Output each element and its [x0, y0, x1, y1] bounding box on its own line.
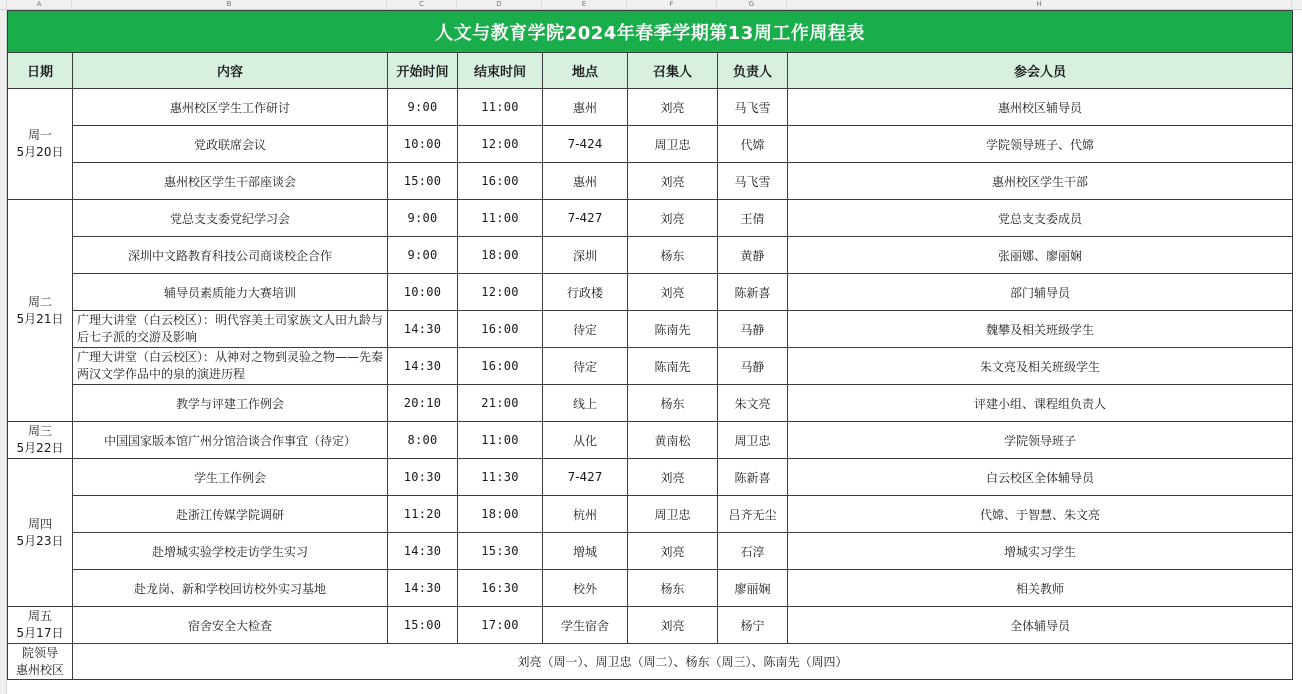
- sheet-title[interactable]: 人文与教育学院2024年春季学期第13周工作周程表: [8, 11, 1293, 53]
- header-row: [8, 53, 1293, 89]
- schedule-table: [7, 10, 1293, 680]
- header-attendees[interactable]: 参会人员: [788, 53, 1293, 89]
- owner-cell[interactable]: 石淳: [718, 533, 788, 570]
- attendees-cell[interactable]: 评建小组、课程组负责人: [788, 385, 1293, 422]
- place-cell[interactable]: 杭州: [543, 496, 628, 533]
- date-label: 5月23日: [16, 533, 64, 548]
- day-cell[interactable]: [8, 89, 73, 200]
- schedule-row: [8, 422, 1293, 459]
- column-letter[interactable]: B: [72, 0, 387, 9]
- attendees-cell[interactable]: 相关教师: [788, 570, 1293, 607]
- header-owner[interactable]: 负责人: [718, 53, 788, 89]
- owner-cell[interactable]: 王倩: [718, 200, 788, 237]
- attendees-cell[interactable]: 学院领导班子: [788, 422, 1293, 459]
- place-cell[interactable]: 线上: [543, 385, 628, 422]
- date-label: 5月21日: [16, 311, 64, 326]
- end-time-cell[interactable]: 17:00: [458, 607, 543, 644]
- header-content[interactable]: 内容: [73, 53, 388, 89]
- start-time-cell[interactable]: 9:00: [388, 237, 458, 274]
- end-time-cell[interactable]: 16:00: [458, 348, 543, 385]
- content-cell[interactable]: 广理大讲堂（白云校区）：从神对之物到灵验之物——先秦两汉文学作品中的泉的演进历程: [73, 348, 388, 385]
- day-cell[interactable]: [8, 459, 73, 607]
- end-time-cell[interactable]: 12:00: [458, 126, 543, 163]
- convener-cell[interactable]: 刘亮: [628, 533, 718, 570]
- leader-duty-cell[interactable]: 刘亮（周一）、周卫忠（周二）、杨东（周三）、陈南先（周四）: [73, 644, 1293, 680]
- schedule-row: [8, 496, 1293, 533]
- column-letter[interactable]: A: [7, 0, 72, 9]
- place-cell[interactable]: 从化: [543, 422, 628, 459]
- place-cell[interactable]: 7-427: [543, 459, 628, 496]
- convener-cell[interactable]: 刘亮: [628, 459, 718, 496]
- content-cell[interactable]: 赴增城实验学校走访学生实习: [73, 533, 388, 570]
- start-time-cell[interactable]: 8:00: [388, 422, 458, 459]
- weekday-label: 周一: [27, 128, 52, 142]
- column-letter[interactable]: F: [627, 0, 717, 9]
- start-time-cell[interactable]: 15:00: [388, 163, 458, 200]
- content-cell[interactable]: 宿舍安全大检查: [73, 607, 388, 644]
- schedule-row: [8, 200, 1293, 237]
- content-cell[interactable]: 教学与评建工作例会: [73, 385, 388, 422]
- attendees-cell[interactable]: 增城实习学生: [788, 533, 1293, 570]
- start-time-cell[interactable]: 11:20: [388, 496, 458, 533]
- schedule-row: [8, 459, 1293, 496]
- content-cell[interactable]: 中国国家版本馆广州分馆洽谈合作事宜（待定）: [73, 422, 388, 459]
- end-time-cell[interactable]: 11:30: [458, 459, 543, 496]
- place-cell[interactable]: 待定: [543, 311, 628, 348]
- end-time-cell[interactable]: 11:00: [458, 89, 543, 126]
- convener-cell[interactable]: 杨东: [628, 237, 718, 274]
- weekday-label: 周四: [27, 516, 52, 531]
- end-time-cell[interactable]: 11:00: [458, 422, 543, 459]
- schedule-row: [8, 274, 1293, 311]
- owner-cell[interactable]: 陈新喜: [718, 459, 788, 496]
- end-time-cell[interactable]: 21:00: [458, 385, 543, 422]
- weekday-label: 周三: [27, 424, 52, 438]
- end-time-cell[interactable]: 16:00: [458, 311, 543, 348]
- header-date[interactable]: 日期: [8, 53, 73, 89]
- place-cell[interactable]: 惠州: [543, 163, 628, 200]
- convener-cell[interactable]: 刘亮: [628, 274, 718, 311]
- column-letter[interactable]: E: [542, 0, 627, 9]
- owner-cell[interactable]: 马飞雪: [718, 89, 788, 126]
- attendees-cell[interactable]: 惠州校区学生干部: [788, 163, 1293, 200]
- attendees-cell[interactable]: 惠州校区辅导员: [788, 89, 1293, 126]
- schedule-row: [8, 126, 1293, 163]
- end-time-cell[interactable]: 16:00: [458, 163, 543, 200]
- end-time-cell[interactable]: 12:00: [458, 274, 543, 311]
- schedule-row: [8, 237, 1293, 274]
- weekday-label: 周二: [27, 294, 52, 309]
- leader-duty-label-cell[interactable]: [8, 644, 73, 680]
- owner-cell[interactable]: 周卫忠: [718, 422, 788, 459]
- end-time-cell[interactable]: 11:00: [458, 200, 543, 237]
- owner-cell[interactable]: 代嫦: [718, 126, 788, 163]
- place-cell[interactable]: 增城: [543, 533, 628, 570]
- convener-cell[interactable]: 刘亮: [628, 163, 718, 200]
- row-header-strip: [0, 10, 7, 694]
- column-header-bar: [0, 0, 1302, 10]
- campus-label: 惠州校区: [15, 662, 64, 677]
- place-cell[interactable]: 待定: [543, 348, 628, 385]
- content-cell[interactable]: 党政联席会议: [73, 126, 388, 163]
- convener-cell[interactable]: 刘亮: [628, 607, 718, 644]
- column-letter[interactable]: H: [787, 0, 1292, 9]
- owner-cell[interactable]: 马静: [718, 348, 788, 385]
- convener-cell[interactable]: 陈南先: [628, 348, 718, 385]
- header-convener[interactable]: 召集人: [628, 53, 718, 89]
- place-cell[interactable]: 行政楼: [543, 274, 628, 311]
- header-end-time[interactable]: 结束时间: [458, 53, 543, 89]
- place-cell[interactable]: 惠州: [543, 89, 628, 126]
- attendees-cell[interactable]: 白云校区全体辅导员: [788, 459, 1293, 496]
- start-time-cell[interactable]: 9:00: [388, 200, 458, 237]
- content-cell[interactable]: 惠州校区学生干部座谈会: [73, 163, 388, 200]
- schedule-row: [8, 570, 1293, 607]
- content-cell[interactable]: 赴浙江传媒学院调研: [73, 496, 388, 533]
- content-cell[interactable]: 深圳中文路教育科技公司商谈校企合作: [73, 237, 388, 274]
- date-label: 5月17日: [16, 626, 64, 640]
- attendees-cell[interactable]: 魏攀及相关班级学生: [788, 311, 1293, 348]
- attendees-cell[interactable]: 学院领导班子、代嫦: [788, 126, 1293, 163]
- schedule-row: [8, 311, 1293, 348]
- place-cell[interactable]: 7-427: [543, 200, 628, 237]
- column-letter[interactable]: C: [387, 0, 457, 9]
- convener-cell[interactable]: 周卫忠: [628, 126, 718, 163]
- owner-cell[interactable]: 廖丽娴: [718, 570, 788, 607]
- attendees-cell[interactable]: 代嫦、于智慧、朱文亮: [788, 496, 1293, 533]
- owner-cell[interactable]: 黄静: [718, 237, 788, 274]
- start-time-cell[interactable]: 10:30: [388, 459, 458, 496]
- owner-cell[interactable]: 吕齐无尘: [718, 496, 788, 533]
- content-cell[interactable]: 辅导员素质能力大赛培训: [73, 274, 388, 311]
- date-label: 5月22日: [16, 441, 64, 455]
- content-cell[interactable]: 惠州校区学生工作研讨: [73, 89, 388, 126]
- attendees-cell[interactable]: 朱文亮及相关班级学生: [788, 348, 1293, 385]
- schedule-row: [8, 385, 1293, 422]
- end-time-cell[interactable]: 18:00: [458, 237, 543, 274]
- schedule-row: [8, 89, 1293, 126]
- convener-cell[interactable]: 刘亮: [628, 89, 718, 126]
- header-place[interactable]: 地点: [543, 53, 628, 89]
- content-cell[interactable]: 党总支支委党纪学习会: [73, 200, 388, 237]
- attendees-cell[interactable]: 党总支支委成员: [788, 200, 1293, 237]
- start-time-cell[interactable]: 14:30: [388, 311, 458, 348]
- start-time-cell[interactable]: 14:30: [388, 570, 458, 607]
- weekday-label: 周五: [27, 609, 52, 623]
- day-cell[interactable]: [8, 607, 73, 644]
- schedule-row: [8, 607, 1293, 644]
- content-cell[interactable]: 广理大讲堂（白云校区）：明代容美土司家族文人田九龄与后七子派的交游及影响: [73, 311, 388, 348]
- attendees-cell[interactable]: 全体辅导员: [788, 607, 1293, 644]
- header-start-time[interactable]: 开始时间: [388, 53, 458, 89]
- schedule-row: [8, 533, 1293, 570]
- attendees-cell[interactable]: 部门辅导员: [788, 274, 1293, 311]
- start-time-cell[interactable]: 14:30: [388, 533, 458, 570]
- schedule-row: [8, 163, 1293, 200]
- convener-cell[interactable]: 陈南先: [628, 311, 718, 348]
- end-time-cell[interactable]: 16:30: [458, 570, 543, 607]
- convener-cell[interactable]: 杨东: [628, 570, 718, 607]
- schedule-row: [8, 348, 1293, 385]
- date-label: 5月20日: [16, 145, 64, 159]
- start-time-cell[interactable]: 20:10: [388, 385, 458, 422]
- start-time-cell[interactable]: 15:00: [388, 607, 458, 644]
- start-time-cell[interactable]: 10:00: [388, 274, 458, 311]
- owner-cell[interactable]: 马静: [718, 311, 788, 348]
- column-letter[interactable]: D: [457, 0, 542, 9]
- convener-cell[interactable]: 刘亮: [628, 200, 718, 237]
- owner-cell[interactable]: 杨宁: [718, 607, 788, 644]
- content-cell[interactable]: 赴龙岗、新和学校回访校外实习基地: [73, 570, 388, 607]
- end-time-cell[interactable]: 18:00: [458, 496, 543, 533]
- start-time-cell[interactable]: 10:00: [388, 126, 458, 163]
- convener-cell[interactable]: 黄南松: [628, 422, 718, 459]
- owner-cell[interactable]: 陈新喜: [718, 274, 788, 311]
- place-cell[interactable]: 深圳: [543, 237, 628, 274]
- end-time-cell[interactable]: 15:30: [458, 533, 543, 570]
- leader-label: 院领导: [21, 645, 58, 660]
- attendees-cell[interactable]: 张丽娜、廖丽娴: [788, 237, 1293, 274]
- column-letter[interactable]: G: [717, 0, 787, 9]
- convener-cell[interactable]: 周卫忠: [628, 496, 718, 533]
- day-cell[interactable]: [8, 422, 73, 459]
- content-cell[interactable]: 学生工作例会: [73, 459, 388, 496]
- convener-cell[interactable]: 杨东: [628, 385, 718, 422]
- place-cell[interactable]: 校外: [543, 570, 628, 607]
- place-cell[interactable]: 7-424: [543, 126, 628, 163]
- leader-duty-row: [8, 644, 1293, 680]
- select-all-corner[interactable]: [0, 0, 7, 9]
- start-time-cell[interactable]: 9:00: [388, 89, 458, 126]
- day-cell[interactable]: [8, 200, 73, 422]
- owner-cell[interactable]: 朱文亮: [718, 385, 788, 422]
- owner-cell[interactable]: 马飞雪: [718, 163, 788, 200]
- start-time-cell[interactable]: 14:30: [388, 348, 458, 385]
- place-cell[interactable]: 学生宿舍: [543, 607, 628, 644]
